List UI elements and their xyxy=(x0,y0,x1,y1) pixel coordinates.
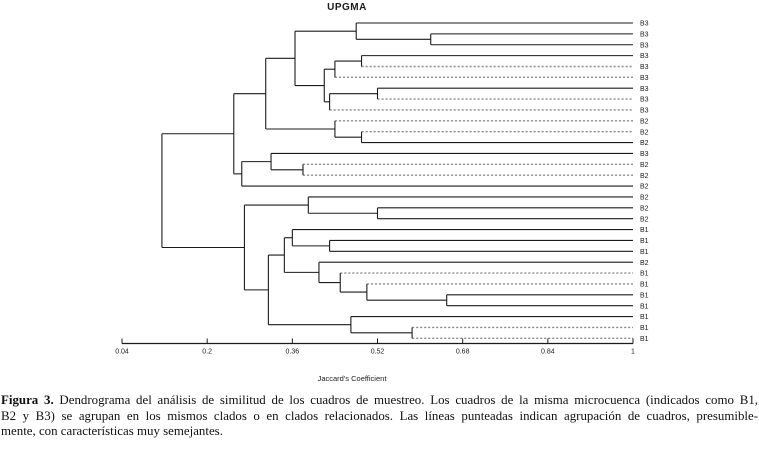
leaf-label: B3 xyxy=(640,85,649,93)
leaf-label: B2 xyxy=(640,118,649,126)
x-axis-tick-label: 0.2 xyxy=(202,348,213,356)
leaf-label: B1 xyxy=(640,325,649,333)
leaf-label: B3 xyxy=(640,53,649,61)
chart-title: UPGMA xyxy=(327,2,367,13)
x-axis-tick-label: 0.52 xyxy=(370,348,385,356)
leaf-label: B3 xyxy=(640,20,649,28)
leaf-label: B3 xyxy=(640,107,649,115)
leaf-label: B1 xyxy=(640,248,649,256)
caption-line-2: B2 y B3) se agrupan en los mismos clados o en clados relacionados. Las líneas punteadas indican agrupación de cuadros, presumible- xyxy=(1,408,758,423)
leaf-label: B1 xyxy=(640,335,649,343)
leaf-label: B2 xyxy=(640,172,649,180)
leaf-label: B2 xyxy=(640,259,649,267)
leaf-label: B3 xyxy=(640,74,649,82)
caption-line-1-text: Dendrograma del análisis de similitud de los cuadros de muestreo. Los cuadros de la misma microcuenca (indicados como B1, xyxy=(53,393,758,407)
x-axis-tick-label: 0.84 xyxy=(541,348,555,356)
x-axis-tick-label: 0.36 xyxy=(285,348,300,356)
leaf-label: B2 xyxy=(640,140,649,148)
leaf-label: B1 xyxy=(640,270,649,278)
leaf-label: B2 xyxy=(640,216,649,224)
leaf-label: B2 xyxy=(640,205,649,213)
leaf-label: B3 xyxy=(640,96,649,104)
x-axis-tick-label: 0.68 xyxy=(455,348,470,356)
leaf-label: B3 xyxy=(640,42,649,50)
leaf-label: B1 xyxy=(640,292,649,300)
x-axis-tick-label: 0.04 xyxy=(115,348,129,356)
leaf-label: B3 xyxy=(640,31,649,39)
caption-line-3: mente, con características muy semejantes. xyxy=(1,424,223,439)
leaf-label: B1 xyxy=(640,303,649,311)
leaf-label: B2 xyxy=(640,129,649,137)
leaf-label: B1 xyxy=(640,281,649,289)
leaf-label: B2 xyxy=(640,161,649,169)
leaf-label: B1 xyxy=(640,314,649,322)
leaf-label: B1 xyxy=(640,238,649,246)
leaf-label: B3 xyxy=(640,151,649,159)
figure-caption xyxy=(1,393,758,440)
x-axis-label: Jaccard's Coefficient xyxy=(317,374,387,383)
leaf-label: B2 xyxy=(640,194,649,202)
leaf-label: B1 xyxy=(640,227,649,235)
x-axis-tick-label: 1 xyxy=(631,348,635,356)
caption-figure-number: Figura 3. xyxy=(1,393,54,407)
leaf-label: B3 xyxy=(640,64,649,72)
leaf-label: B2 xyxy=(640,183,649,191)
caption-line-1 xyxy=(1,393,758,409)
